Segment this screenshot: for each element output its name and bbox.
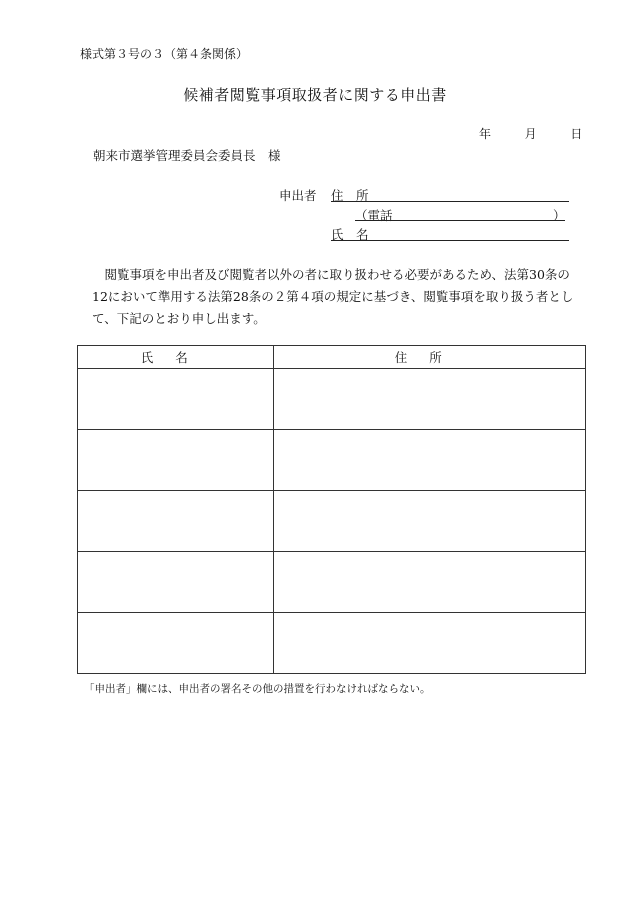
name-label: 氏 名 [331,227,369,242]
address-cell[interactable] [273,613,585,674]
phone-open-label: （電話 [355,208,393,223]
name-cell[interactable] [78,430,274,491]
name-cell[interactable] [78,613,274,674]
name-cell[interactable] [78,552,274,613]
body-text: 閲覧事項を申出者及び閲覧者以外の者に取り扱わせる必要があるため、法第30条の12において準用する法第28条の２第４項の規定に基づき、閲覧事項を取り扱う者として、下記のとおり申し出ます。 [92,267,574,326]
phone-underline[interactable] [355,220,565,221]
date-month-label: 月 [524,127,537,141]
column-header-address: 住所 [273,346,585,369]
phone-close-label: ） [553,208,566,223]
date-year-label: 年 [479,127,492,141]
address-cell[interactable] [273,369,585,430]
form-number: 様式第３号の３（第４条関係） [80,47,249,61]
table-row [78,369,586,430]
date-line [479,125,582,142]
table-header-row [78,346,586,369]
address-cell[interactable] [273,430,585,491]
table-row [78,430,586,491]
footnote: 「申出者」欄には、申出者の署名その他の措置を行わなければならない。 [84,683,431,695]
handler-table [77,345,586,674]
address-cell[interactable] [273,491,585,552]
name-cell[interactable] [78,491,274,552]
applicant-label: 申出者 [279,188,317,203]
column-header-name: 氏名 [78,346,274,369]
body-paragraph [92,264,582,330]
address-underline[interactable] [331,201,569,202]
addressee: 朝来市選挙管理委員会委員長 様 [93,148,281,163]
table-row [78,491,586,552]
table-row [78,552,586,613]
address-label: 住 所 [331,188,369,203]
document-title: 候補者閲覧事項取扱者に関する申出書 [183,86,447,104]
date-day-label: 日 [570,127,583,141]
address-cell[interactable] [273,552,585,613]
name-cell[interactable] [78,369,274,430]
name-underline[interactable] [331,240,569,241]
table-row [78,613,586,674]
